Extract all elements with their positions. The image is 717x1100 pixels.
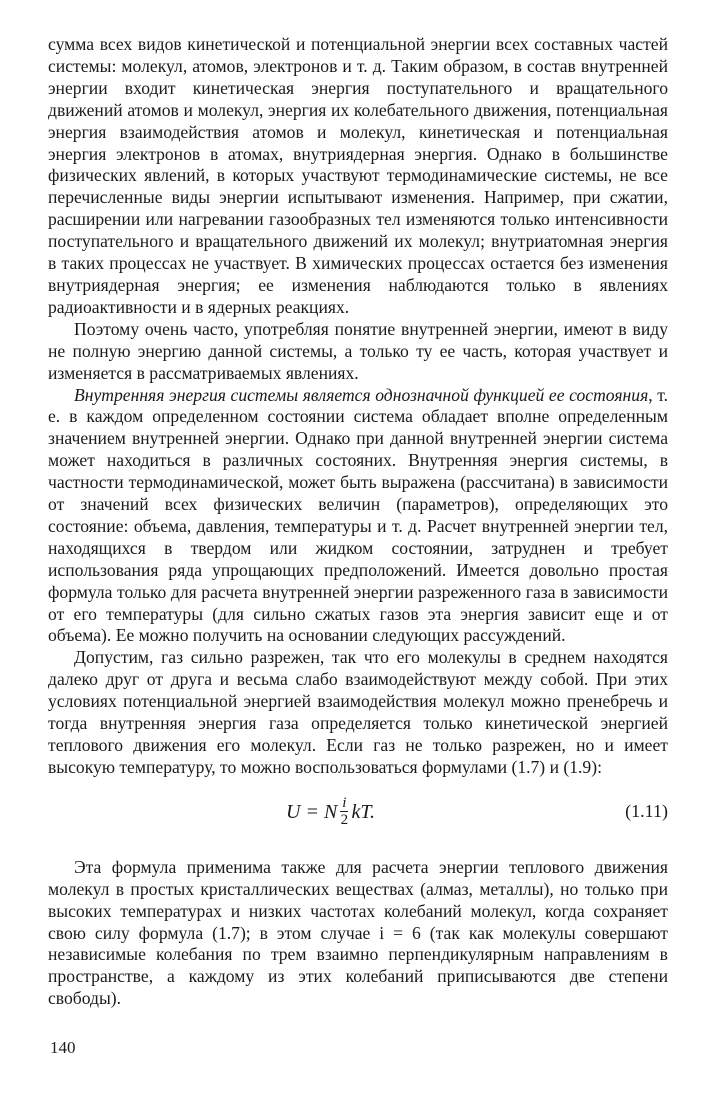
formula-1-11 bbox=[286, 794, 375, 830]
paragraph-5: Эта формула применима также для расчета энергии теплового движения молекул в простых кристаллических веществах (алмаз, металлы), но только при высоких температурах и низких частотах колебаний молекул, когда сохраняет свою силу формула (1.7); в этом случае i = 6 (так как молекулы совершают независимые колебания по трем взаимно перпендикулярным направлениям в пространстве, а каждому из этих колебаний приписываются две степени свободы). bbox=[48, 856, 668, 1009]
paragraph-3-rest: , т. е. в каждом определенном состоянии система обладает вполне определенным значением внутренней энергии. Однако при данной внутренней энергии система может находиться в различных состояних. Внутренняя энергия системы, в частности термодинамической, может быть выражена (рассчитана) в зависимости от значений всех физических величин (параметров), определяющих это состояние: объема, давления, температуры и т. д. Расчет внутренней энергии тел, находящихся в твердом или жидком состоянии, затруднен и требует использования ряда упрощающих предположений. Имеется довольно простая формула только для расчета внутренней энергии разреженного газа в зависимости от его температуры (для сильно сжатых газов эта энергия зависит еще и от объема). Ее можно получить на основании следующих рассуждений. bbox=[48, 384, 668, 646]
formula-lhs: U = N bbox=[286, 800, 338, 823]
paragraph-3 bbox=[48, 385, 668, 648]
page-number: 140 bbox=[50, 1038, 76, 1057]
paragraph-1: сумма всех видов кинетической и потенциальной энергии всех составных частей системы: молекул, атомов, электронов и т. д. Таким образом, в состав внутренней энергии входит кинетическая энергия поступательного и вращательного движений атомов и молекул, энергия их колебательного движения, потенциальная энергия взаимодействия атомов и молекул, кинетическая и потенциальная энергия электронов в атомах, внутриядерная энергия. Однако в большинстве физических явлений, в которых участвуют термодинамические системы, не все перечисленные виды энергии испытывают изменения. Например, при сжатии, расширении или нагревании газообразных тел изменяются только интенсивности поступательного и вращательного движений их молекул; внутриатомная энергия в таких процессах не участвует. В химических процессах остается без изменения внутриядерная энергия; ее изменения наблюдаются только в явлениях радиоактивности и в ядерных реакциях. bbox=[48, 34, 668, 317]
page-body bbox=[48, 34, 668, 1010]
formula-rhs: kT. bbox=[351, 800, 375, 823]
formula-row bbox=[48, 791, 668, 843]
fraction-numerator: i bbox=[342, 794, 347, 811]
fraction-denominator: 2 bbox=[340, 811, 349, 828]
equation-number: (1.11) bbox=[625, 800, 668, 821]
formula-fraction bbox=[340, 795, 348, 828]
paragraph-4: Допустим, газ сильно разрежен, так что его молекулы в среднем находятся далеко друг от друга и весьма слабо взаимодействуют между собой. При этих условиях потенциальной энергией взаимодействия молекул можно пренебречь и тогда внутренняя энергия газа определяется только кинетической энергией теплового движения его молекул. Если газ не только разрежен, но и имеет высокую температуру, то можно воспользоваться формулами (1.7) и (1.9): bbox=[48, 647, 668, 777]
paragraph-2: Поэтому очень часто, употребляя понятие внутренней энергии, имеют в виду не полную энергию данной системы, а только ту ее часть, которая участвует и изменяется в рассматриваемых явлениях. bbox=[48, 318, 668, 383]
definition-italic: Внутренняя энергия системы является однозначной функцией ее состояния bbox=[74, 384, 649, 405]
